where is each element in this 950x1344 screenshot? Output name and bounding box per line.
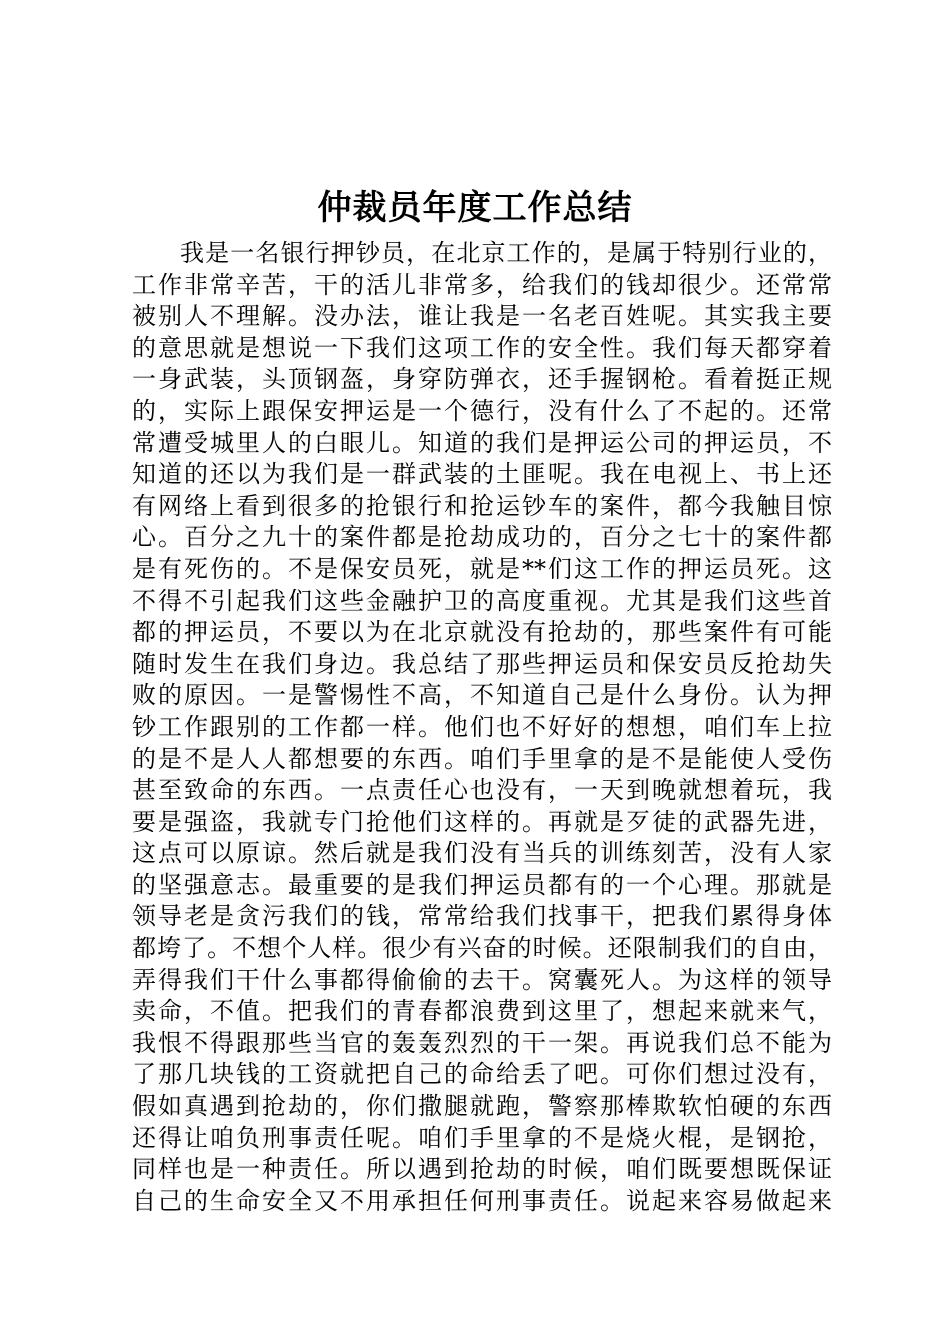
body-line: 这点可以原谅。然后就是我们没有当兵的训练刻苦，没有人家 (132, 839, 832, 868)
body-line: 心。百分之九十的案件都是抢劫成功的，百分之七十的案件都 (132, 523, 832, 552)
body-line: 被别人不理解。没办法，谁让我是一名老百姓呢。其实我主要 (132, 302, 832, 331)
body-line: 的坚强意志。最重要的是我们押运员都有的一个心理。那就是 (132, 870, 832, 899)
body-line: 还得让咱负刑事责任呢。咱们手里拿的不是烧火棍，是钢抢， (132, 1123, 832, 1152)
body-line: 的意思就是想说一下我们这项工作的安全性。我们每天都穿着 (132, 333, 832, 362)
body-line: 同样也是一种责任。所以遇到抢劫的时候，咱们既要想既保证 (132, 1155, 832, 1184)
body-line: 是有死伤的。不是保安员死，就是**们这工作的押运员死。这 (132, 554, 832, 583)
body-line: 我恨不得跟那些当官的轰轰烈烈的干一架。再说我们总不能为 (132, 1028, 832, 1057)
body-line: 了那几块钱的工资就把自己的命给丢了吧。可你们想过没有， (132, 1060, 832, 1089)
body-line: 知道的还以为我们是一群武装的土匪呢。我在电视上、书上还 (132, 460, 832, 489)
body-line: 的是不是人人都想要的东西。咱们手里拿的是不是能使人受伤 (132, 744, 832, 773)
body-line: 领导老是贪污我们的钱，常常给我们找事干，把我们累得身体 (132, 902, 832, 931)
body-line: 有网络上看到很多的抢银行和抢运钞车的案件，都今我触目惊 (132, 491, 832, 520)
body-line: 工作非常辛苦，干的活儿非常多，给我们的钱却很少。还常常 (132, 270, 832, 299)
body-line: 我是一名银行押钞员，在北京工作的，是属于特别行业的， (180, 239, 832, 267)
body-line: 假如真遇到抢劫的，你们撒腿就跑，警察那棒欺软怕硬的东西 (132, 1092, 832, 1121)
body-line: 自己的生命安全又不用承担任何刑事责任。说起来容易做起来 (132, 1186, 832, 1215)
body-line: 甚至致命的东西。一点责任心也没有，一天到晚就想着玩，我 (132, 776, 832, 805)
document-body (132, 238, 832, 1217)
document-title: 仲裁员年度工作总结 (317, 188, 633, 228)
body-line: 随时发生在我们身边。我总结了那些押运员和保安员反抢劫失 (132, 649, 832, 678)
body-line: 都的押运员，不要以为在北京就没有抢劫的，那些案件有可能 (132, 618, 832, 647)
body-line: 不得不引起我们这些金融护卫的高度重视。尤其是我们这些首 (132, 586, 832, 615)
body-line: 一身武装，头顶钢盔，身穿防弹衣，还手握钢枪。看着挺正规 (132, 365, 832, 394)
body-line: 的，实际上跟保安押运是一个德行，没有什么了不起的。还常 (132, 396, 832, 425)
body-line: 要是强盗，我就专门抢他们这样的。再就是歹徒的武器先进， (132, 807, 832, 836)
body-line: 常遭受城里人的白眼儿。知道的我们是押运公司的押运员，不 (132, 428, 832, 457)
body-line: 卖命，不值。把我们的青春都浪费到这里了，想起来就来气， (132, 997, 832, 1026)
body-line: 弄得我们干什么事都得偷偷的去干。窝囊死人。为这样的领导 (132, 965, 832, 994)
body-line: 钞工作跟别的工作都一样。他们也不好好的想想，咱们车上拉 (132, 712, 832, 741)
body-line: 都垮了。不想个人样。很少有兴奋的时候。还限制我们的自由， (132, 934, 832, 963)
body-line: 败的原因。一是警惕性不高，不知道自己是什么身份。认为押 (132, 681, 832, 710)
